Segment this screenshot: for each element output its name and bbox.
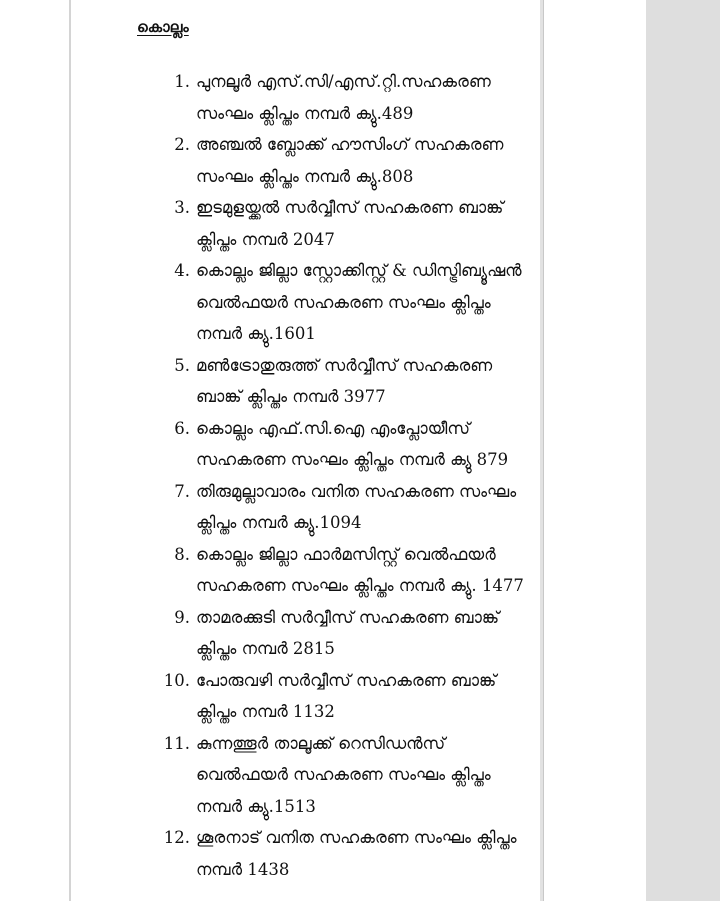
list-item-text-line: തിരുമുല്ലാവാരം വനിത സഹകരണ സംഘം xyxy=(196,481,517,501)
list-item xyxy=(160,476,540,539)
list-item-text-line: സഹകരണ സംഘം ക്ലിപ്തം നമ്പർ ക്യു. 1477 xyxy=(196,576,524,595)
list-item-number: 11. xyxy=(163,733,190,753)
page-left-rule xyxy=(69,0,71,901)
list-item xyxy=(160,822,540,885)
list-item xyxy=(160,192,540,255)
list-item-text-line: ക്ലിപ്തം നമ്പർ 2047 xyxy=(196,229,335,249)
list-item-text-line: ശൂരനാട് വനിത സഹകരണ സംഘം ക്ലിപ്തം xyxy=(196,828,517,847)
list-item xyxy=(160,602,540,665)
side-panel xyxy=(646,0,720,901)
list-item-text-line: ഇടമുളയ്ക്കൽ സർവ്വീസ് സഹകരണ ബാങ്ക് xyxy=(196,198,504,217)
list-item-number: 12. xyxy=(163,828,190,847)
list-item-text-line: നമ്പർ 1438 xyxy=(196,859,290,879)
list-item-number: 8. xyxy=(174,544,190,564)
list-item-text-line: ക്ലിപ്തം നമ്പർ 1132 xyxy=(196,702,335,721)
list-item-text-line: ക്ലിപ്തം നമ്പർ ക്യു.1094 xyxy=(196,513,362,532)
district-heading: കൊല്ലം xyxy=(137,18,189,36)
list-item-text-line: അഞ്ചൽ ബ്ലോക്ക് ഹൗസിംഗ് സഹകരണ xyxy=(196,135,504,154)
list-item-text-line: ബാങ്ക് ക്ലിപ്തം നമ്പർ 3977 xyxy=(196,387,386,406)
list-item-text-line: കുന്നത്തൂർ താലൂക്ക് റെസിഡൻസ് xyxy=(196,733,446,753)
list-item-text-line: സംഘം ക്ലിപ്തം നമ്പർ ക്യു.489 xyxy=(196,103,414,123)
list-item-text-line: ക്ലിപ്തം നമ്പർ 2815 xyxy=(196,639,335,658)
list-item-text-line: താമരക്കുടി സർവ്വീസ് സഹകരണ ബാങ്ക് xyxy=(196,607,500,627)
list-item xyxy=(160,66,540,129)
list-item xyxy=(160,129,540,192)
list-item-number: 4. xyxy=(174,261,190,280)
list-item xyxy=(160,665,540,728)
society-list xyxy=(160,66,540,885)
list-item-text-line: വെൽഫയർ സഹകരണ സംഘം ക്ലിപ്തം xyxy=(196,292,491,312)
list-item-number: 7. xyxy=(174,481,190,501)
list-item-text-line: പുനലൂർ എസ്.സി/എസ്.റ്റി.സഹകരണ xyxy=(196,72,491,91)
list-item-text-line: സഹകരണ സംഘം ക്ലിപ്തം നമ്പർ ക്യു 879 xyxy=(196,450,509,469)
list-item-text-line: നമ്പർ ക്യു.1513 xyxy=(196,796,316,816)
list-item-number: 2. xyxy=(174,135,190,154)
list-item-text-line: മൺട്രോതുരുത്ത് സർവ്വീസ് സഹകരണ xyxy=(196,355,493,375)
list-item-text-line: പോരുവഴി സർവ്വീസ് സഹകരണ ബാങ്ക് xyxy=(196,670,497,690)
list-item xyxy=(160,413,540,476)
list-item-number: 3. xyxy=(174,198,190,217)
page-right-edge-line xyxy=(543,0,544,901)
list-item xyxy=(160,539,540,602)
list-item-text-line: സംഘം ക്ലിപ്തം നമ്പർ ക്യു.808 xyxy=(196,166,414,186)
list-item-number: 9. xyxy=(174,607,190,627)
list-item-text-line: നമ്പർ ക്യു.1601 xyxy=(196,324,316,343)
list-item xyxy=(160,728,540,823)
list-item-text-line: കൊല്ലം ജില്ലാ ഫാർമസിസ്റ്റ് വെൽഫയർ xyxy=(196,544,496,564)
list-item-number: 6. xyxy=(174,418,190,438)
list-item-text-line: കൊല്ലം ജില്ലാ സ്റ്റോക്കിസ്റ്റ് & ഡിസ്ട്രിബ്യൂഷൻ xyxy=(196,261,522,280)
list-item-text-line: കൊല്ലം എഫ്.സി.ഐ എംപ്ലോയീസ് xyxy=(196,418,470,438)
list-item-number: 10. xyxy=(163,670,190,690)
list-item xyxy=(160,255,540,350)
list-item-number: 1. xyxy=(174,72,190,91)
list-item-text-line: വെൽഫയർ സഹകരണ സംഘം ക്ലിപ്തം xyxy=(196,765,491,784)
list-item-number: 5. xyxy=(174,355,190,375)
list-item xyxy=(160,350,540,413)
